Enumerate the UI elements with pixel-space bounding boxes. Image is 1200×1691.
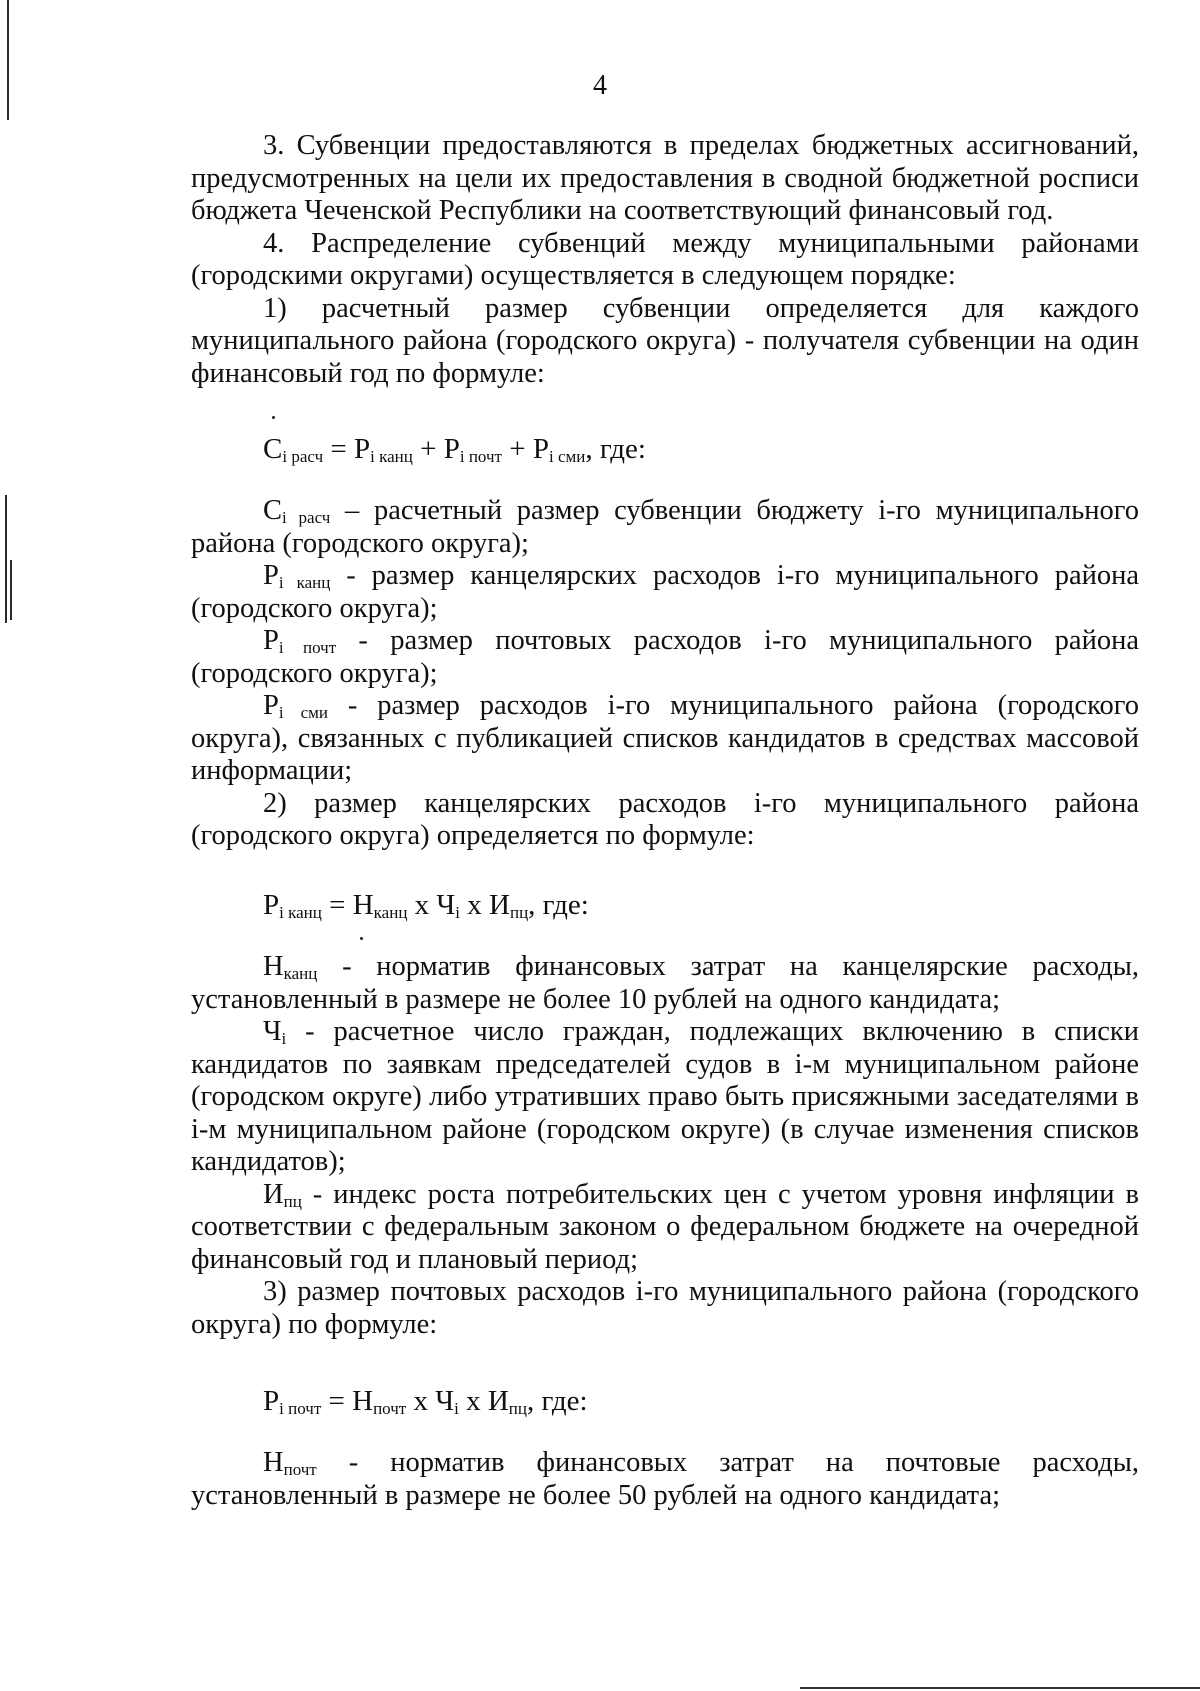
- item3-line-1: 3) размер почтовых расходов i-го муниципального района (городского: [263, 1276, 1139, 1307]
- definitions-3: [191, 1447, 1139, 1512]
- def-ch-line-1: $Ч_i$ - расчетное число граждан, подлежащих включению в списки: [263, 1016, 1139, 1048]
- footer-rule: [800, 1687, 1200, 1689]
- scan-mark-middle: [5, 495, 7, 623]
- para4-line-1: 4. Распределение субвенций между муниципальными районами: [263, 227, 1139, 259]
- def-kanc-line-2: (городского округа);: [191, 592, 438, 624]
- intro-text: [191, 130, 1139, 390]
- def-pocht-line-2: (городского округа);: [191, 657, 438, 689]
- def-ch-line-4: i-м муниципальном районе (городском округе) (в случае изменения списков: [191, 1113, 1139, 1145]
- item1-line-2: муниципального района (городского округа) - получателя субвенции на один: [191, 325, 1139, 356]
- def-smi-line-2: округа), связанных с публикацией списков кандидатов в средствах массовой: [191, 722, 1139, 754]
- def-c-line-1: $С_{i расч}$ – расчетный размер субвенции бюджету i-го муниципального: [263, 495, 1139, 527]
- formula-postal-expenses: $Р_{i почт} = Н_{почт}$ х $Ч_i$ х $И_{пц}$, где:: [263, 1385, 588, 1418]
- page-number: 4: [593, 70, 607, 101]
- def-pocht-line-1: $Р_{i почт}$ - размер почтовых расходов i-го муниципального района: [263, 625, 1139, 657]
- scan-mark-top: [7, 0, 9, 120]
- def-ch-line-5: кандидатов);: [191, 1146, 346, 1177]
- formula-subvention: $С_{i расч} = Р_{i канц} + Р_{i почт} + Р_{i сми}$, где:: [263, 433, 646, 466]
- para3-line-2: предусмотренных на цели их предоставления в сводной бюджетной росписи: [191, 162, 1139, 194]
- def-c-line-2: района (городского округа);: [191, 527, 529, 559]
- definitions-2: [191, 951, 1139, 1341]
- scan-dot: [272, 416, 275, 419]
- def-i-line-3: финансовый год и плановый период;: [191, 1243, 639, 1275]
- definitions-1: [191, 495, 1139, 853]
- def-n-kanc-line-1: $Н_{канц}$ - норматив финансовых затрат на канцелярские расходы,: [263, 951, 1139, 983]
- def-ch-line-2: кандидатов по заявкам председателей судов в i-м муниципальном районе: [191, 1048, 1139, 1080]
- item2-line-1: 2) размер канцелярских расходов i-го муниципального района: [263, 787, 1139, 819]
- para3-line-3: бюджета Чеченской Республики на соответствующий финансовый год.: [191, 195, 1054, 226]
- para4-line-2: (городскими округами) осуществляется в следующем порядке:: [191, 260, 956, 291]
- def-n-kanc-line-2: установленный в размере не более 10 рублей на одного кандидата;: [191, 983, 1001, 1015]
- def-kanc-line-1: $Р_{i канц}$ - размер канцелярских расходов i-го муниципального района: [263, 560, 1139, 592]
- scan-mark-middle-2: [10, 560, 12, 620]
- def-n-pocht-line-1: $Н_{почт}$ - норматив финансовых затрат на почтовые расходы,: [263, 1447, 1139, 1479]
- item2-line-2: (городского округа) определяется по формуле:: [191, 820, 755, 851]
- def-ch-line-3: (городском округе) либо утративших право быть присяжными заседателями в: [191, 1081, 1139, 1112]
- def-n-pocht-line-2: установленный в размере не более 50 рублей на одного кандидата;: [191, 1479, 1001, 1511]
- item3-line-2: округа) по формуле:: [191, 1308, 438, 1340]
- def-smi-line-1: $Р_{i сми}$ - размер расходов i-го муниципального района (городского: [263, 690, 1140, 722]
- scan-dot: [360, 937, 363, 940]
- def-smi-line-3: информации;: [191, 755, 353, 786]
- def-i-line-2: соответствии с федеральным законом о федеральном бюджете на очередной: [191, 1211, 1139, 1242]
- def-i-line-1: $И_{пц}$ - индекс роста потребительских цен с учетом уровня инфляции в: [263, 1178, 1139, 1211]
- formula-office-expenses: $Р_{i канц} = Н_{канц}$ х $Ч_i$ х $И_{пц}$, где:: [263, 889, 589, 922]
- item1-line-1: 1) расчетный размер субвенции определяется для каждого: [263, 292, 1139, 324]
- item1-line-3: финансовый год по формуле:: [191, 357, 545, 389]
- para3-line-1: 3. Субвенции предоставляются в пределах бюджетных ассигнований,: [263, 130, 1139, 161]
